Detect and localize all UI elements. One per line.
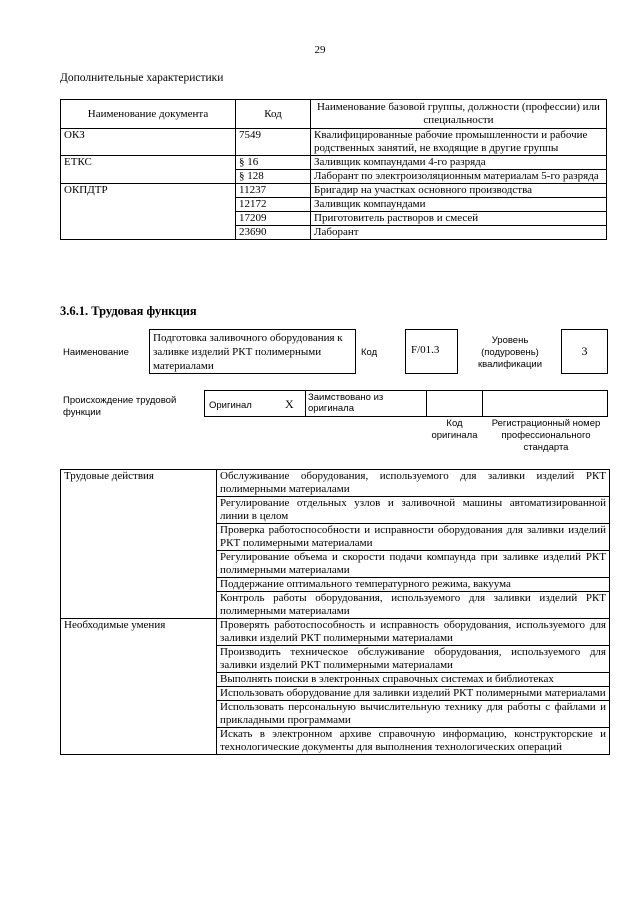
row-name: Квалифицированные рабочие промышленности и рабочие родственных занятий, не входящие в другие группы [311, 129, 607, 156]
row-doc [61, 212, 236, 226]
row-name: Заливщик компаундами [311, 198, 607, 212]
borrowed-label: Заимствовано из оригинала [305, 390, 427, 417]
list-item: Регулирование объема и скорости подачи компаунда при заливке изделий РКТ полимерными материалами [217, 551, 610, 578]
list-item: Использовать персональную вычислительную технику для работы с файлами и прикладными программами [217, 701, 610, 728]
table-row [61, 524, 610, 551]
labor-function-details-table [60, 469, 610, 755]
additional-characteristics-heading: Дополнительные характеристики [60, 72, 224, 84]
row-name: Лаборант по электроизоляционным материалам 5-го разряда [311, 170, 607, 184]
table-row [61, 184, 607, 198]
row-doc: ОКЗ [61, 129, 236, 156]
table-row [61, 156, 607, 170]
list-item: Контроль работы оборудования, используемого для заливки изделий РКТ полимерными материалами [217, 592, 610, 619]
code-label: Код [361, 347, 378, 358]
list-item: Выполнять поиски в электронных справочных системах и библиотеках [217, 673, 610, 687]
table-row [61, 226, 607, 240]
row-code: 17209 [236, 212, 311, 226]
table-header-row [61, 100, 607, 129]
row-name: Приготовитель растворов и смесей [311, 212, 607, 226]
row-doc: ЕТКС [61, 156, 236, 170]
list-item: Искать в электронном архиве справочную информацию, конструкторские и технологические документы для выполнения технологических операций [217, 728, 610, 755]
header-group-name: Наименование базовой группы, должности (профессии) или специальности [311, 100, 607, 129]
row-doc [61, 198, 236, 212]
name-label: Наименование [63, 347, 129, 358]
list-item: Проверять работоспособность и исправность оборудования, используемого для заливки изделий РКТ полимерными материалами [217, 619, 610, 646]
reg-number-label: Регистрационный номер профессионального стандарта [491, 418, 601, 453]
origin-label: Происхождение трудовой функции [63, 395, 177, 418]
table-row [61, 687, 610, 701]
labor-function-heading: 3.6.1. Трудовая функция [60, 304, 197, 318]
function-name-box: Подготовка заливочного оборудования к заливке изделий РКТ полимерными материалами [149, 329, 356, 374]
list-item: Обслуживание оборудования, используемого для заливки изделий РКТ полимерными материалами [217, 470, 610, 497]
row-doc [61, 226, 236, 240]
row-code: 12172 [236, 198, 311, 212]
row-code: § 16 [236, 156, 311, 170]
list-item: Проверка работоспособности и исправности оборудования для заливки изделий РКТ полимерными материалами [217, 524, 610, 551]
original-label: Оригинал [209, 400, 252, 411]
row-code: § 128 [236, 170, 311, 184]
header-document: Наименование документа [61, 100, 236, 129]
function-code-box: F/01.3 [405, 329, 458, 374]
page-number: 29 [314, 44, 326, 56]
table-row [61, 129, 607, 156]
table-row [61, 701, 610, 728]
table-row [61, 646, 610, 673]
header-code: Код [236, 100, 311, 129]
code-original-box [426, 390, 483, 417]
row-code: 11237 [236, 184, 311, 198]
list-item: Использовать оборудование для заливки изделий РКТ полимерными материалами [217, 687, 610, 701]
row-name: Заливщик компаундами 4-го разряда [311, 156, 607, 170]
list-item: Поддержание оптимального температурного режима, вакуума [217, 578, 610, 592]
list-item: Регулирование отдельных узлов и заливочной машины автоматизированной линии в целом [217, 497, 610, 524]
table-row [61, 212, 607, 226]
row-name: Бригадир на участках основного производства [311, 184, 607, 198]
table-row [61, 619, 610, 646]
table-row [61, 673, 610, 687]
level-value-box: 3 [561, 329, 608, 374]
row-code: 23690 [236, 226, 311, 240]
additional-characteristics-table [60, 99, 607, 240]
table-row [61, 551, 610, 578]
table-row [61, 198, 607, 212]
table-row [61, 728, 610, 755]
reg-number-box [482, 390, 608, 417]
row-doc [61, 170, 236, 184]
level-label: Уровень (подуровень) квалификации [477, 335, 543, 370]
code-original-label: Код оригинала [431, 418, 478, 441]
table-row [61, 592, 610, 619]
table-row [61, 170, 607, 184]
table-row [61, 497, 610, 524]
list-item: Производить техническое обслуживание оборудования, используемого для заливки изделий РКТ полимерными материалами [217, 646, 610, 673]
row-doc: ОКПДТР [61, 184, 236, 198]
category-required-skills: Необходимые умения [61, 619, 217, 646]
original-cell [204, 390, 306, 417]
category-labor-actions: Трудовые действия [61, 470, 217, 497]
table-row [61, 470, 610, 497]
table-row [61, 578, 610, 592]
row-code: 7549 [236, 129, 311, 156]
original-mark: X [285, 397, 294, 411]
row-name: Лаборант [311, 226, 607, 240]
